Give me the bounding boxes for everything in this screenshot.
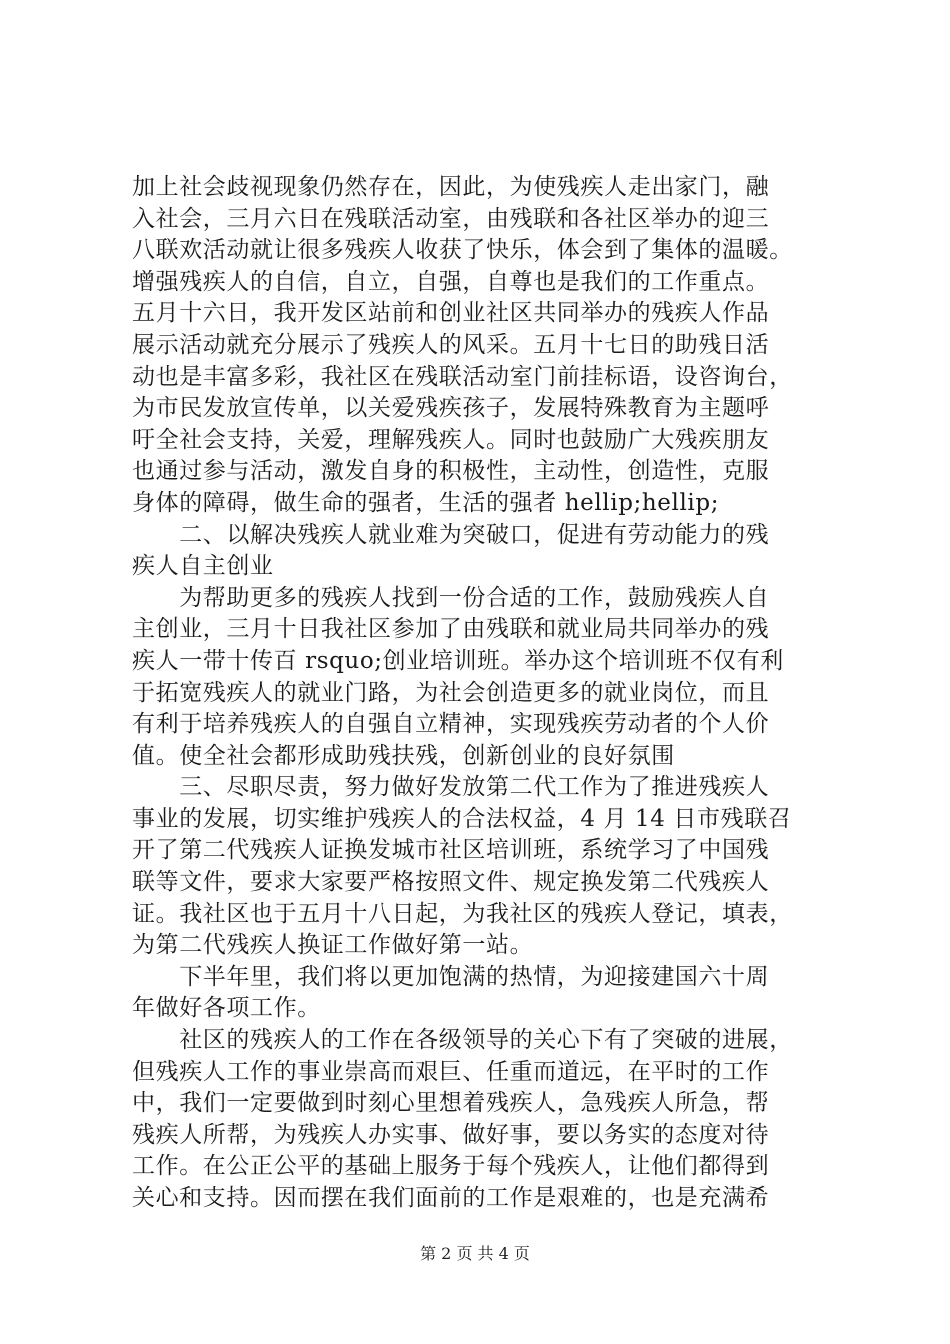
text-line: 二、以解决残疾人就业难为突破口，促进有劳动能力的残 <box>132 521 770 548</box>
text-line: 疾人自主创业 <box>132 553 274 580</box>
text-line: 关心和支持。因而摆在我们面前的工作是艰难的，也是充满希 <box>132 1185 770 1211</box>
text-line: 下半年里，我们将以更加饱满的热情，为迎接建国六十周 <box>132 963 770 990</box>
text-line: 开了第二代残疾人证换发城市社区培训班，系统学习了中国残 <box>132 837 770 864</box>
text-line: 为市民发放宣传单，以关爱残疾孩子，发展特殊教育为主题呼 <box>132 395 770 422</box>
text-line: 八联欢活动就让很多残疾人收获了快乐，体会到了集体的温暖。 <box>132 237 793 264</box>
text-line: 五月十六日，我开发区站前和创业社区共同举办的残疾人作品 <box>132 300 770 327</box>
text-line: 吁全社会支持，关爱，理解残疾人。同时也鼓励广大残疾朋友 <box>132 426 770 453</box>
text-line: 疾人一带十传百 rsquo;创业培训班。举办这个培训班不仅有利 <box>132 647 784 674</box>
text-line: 社区的残疾人的工作在各级领导的关心下有了突破的进展， <box>132 1027 793 1054</box>
text-line: 加上社会歧视现象仍然存在，因此，为使残疾人走出家门，融 <box>132 174 770 200</box>
text-line: 但残疾人工作的事业崇高而艰巨、任重而道远，在平时的工作 <box>132 1058 770 1085</box>
text-line: 为第二代残疾人换证工作做好第一站。 <box>132 932 534 959</box>
text-line: 值。使全社会都形成助残扶残，创新创业的良好氛围 <box>132 742 675 769</box>
text-line: 三、尽职尽责，努力做好发放第二代工作为了推进残疾人 <box>132 774 770 801</box>
text-line: 身体的障碍，做生命的强者，生活的强者 hellip;hellip; <box>132 489 720 516</box>
text-line: 主创业，三月十日我社区参加了由残联和就业局共同举办的残 <box>132 616 770 643</box>
text-line: 工作。在公正公平的基础上服务于每个残疾人，让他们都得到 <box>132 1153 770 1180</box>
text-line: 有利于培养残疾人的自强自立精神，实现残疾劳动者的个人价 <box>132 711 770 738</box>
text-line: 展示活动就充分展示了残疾人的风采。五月十七日的助残日活 <box>132 331 770 358</box>
text-line: 入社会，三月六日在残联活动室，由残联和各社区举办的迎三 <box>132 205 770 232</box>
body-text <box>132 172 832 1215</box>
page-footer: 第 2 页 共 4 页 <box>420 1244 530 1263</box>
text-line: 也通过参与活动，激发自身的积极性，主动性，创造性，克服 <box>132 458 770 485</box>
text-line: 于拓宽残疾人的就业门路，为社会创造更多的就业岗位，而且 <box>132 679 770 706</box>
text-line: 联等文件，要求大家要严格按照文件、规定换发第二代残疾人 <box>132 869 770 896</box>
text-line: 证。我社区也于五月十八日起，为我社区的残疾人登记，填表， <box>132 900 793 927</box>
text-line: 中，我们一定要做到时刻心里想着残疾人，急残疾人所急，帮 <box>132 1090 770 1117</box>
text-line: 年做好各项工作。 <box>132 995 321 1022</box>
text-line: 动也是丰富多彩，我社区在残联活动室门前挂标语，设咨询台， <box>132 363 793 390</box>
text-line: 事业的发展，切实维护残疾人的合法权益，4 月 14 日市残联召 <box>132 805 792 832</box>
text-line: 增强残疾人的自信，自立，自强，自尊也是我们的工作重点。 <box>132 268 770 295</box>
text-line: 为帮助更多的残疾人找到一份合适的工作，鼓励残疾人自 <box>132 584 770 611</box>
text-line: 残疾人所帮，为残疾人办实事、做好事，要以务实的态度对待 <box>132 1121 770 1148</box>
